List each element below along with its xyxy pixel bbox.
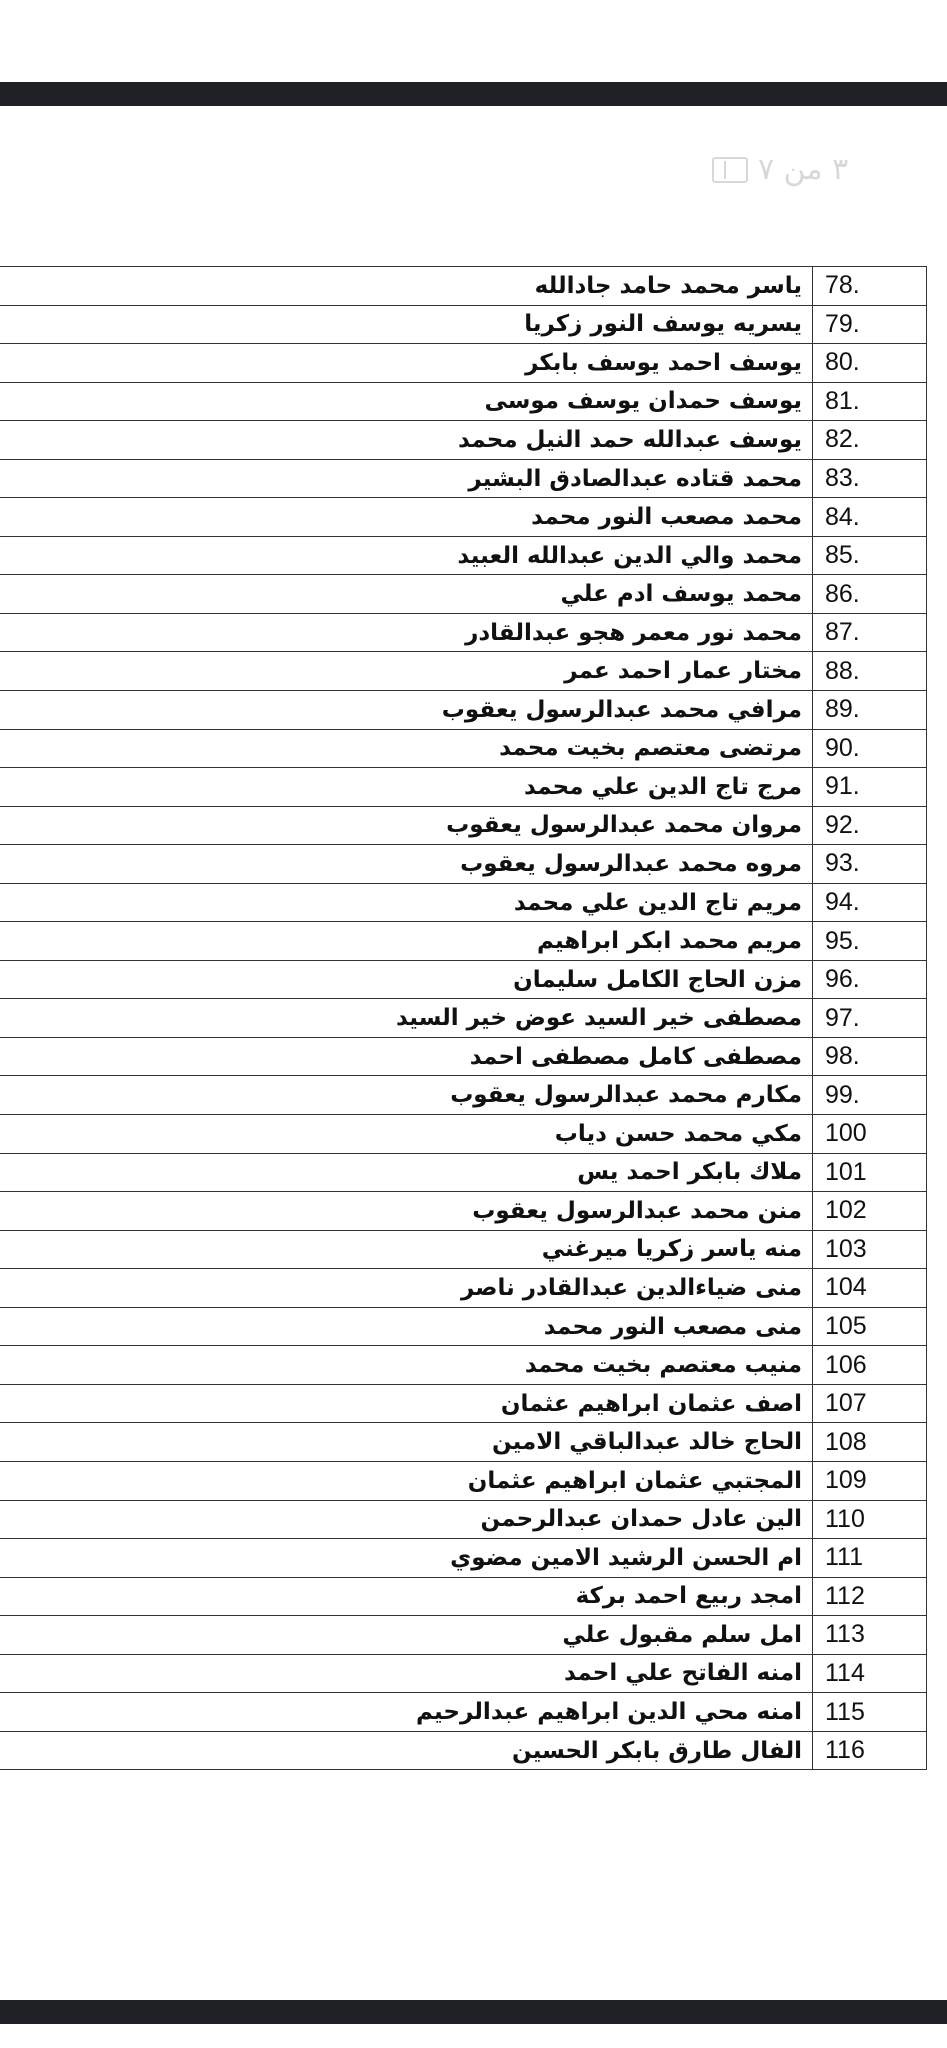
row-number-cell: 79. (813, 305, 927, 344)
row-name-cell: محمد والي الدين عبدالله العبيد (0, 536, 813, 575)
row-name-cell: يسريه يوسف النور زكريا (0, 305, 813, 344)
row-number-cell: 107 (813, 1384, 927, 1423)
table-row (0, 1654, 927, 1693)
row-number-cell: 83. (813, 459, 927, 498)
table-row (0, 729, 927, 768)
row-name-cell: منى مصعب النور محمد (0, 1307, 813, 1346)
table-row (0, 344, 927, 383)
row-number-cell: 92. (813, 806, 927, 845)
row-number-cell: 103 (813, 1230, 927, 1269)
table-row (0, 1192, 927, 1231)
table-row (0, 382, 927, 421)
row-number-cell: 116 (813, 1731, 927, 1770)
row-name-cell: مصطفى كامل مصطفى احمد (0, 1037, 813, 1076)
row-name-cell: ملاك بابكر احمد يس (0, 1153, 813, 1192)
row-number-cell: 88. (813, 652, 927, 691)
row-number-cell: 95. (813, 922, 927, 961)
row-number-cell: 101 (813, 1153, 927, 1192)
table-row (0, 421, 927, 460)
table-row (0, 1500, 927, 1539)
row-number-cell: 108 (813, 1423, 927, 1462)
table-row (0, 922, 927, 961)
row-number-cell: 106 (813, 1346, 927, 1385)
row-number-cell: 98. (813, 1037, 927, 1076)
table-row (0, 1616, 927, 1655)
names-table (0, 266, 927, 1770)
row-name-cell: مكي محمد حسن دياب (0, 1115, 813, 1154)
row-name-cell: مروان محمد عبدالرسول يعقوب (0, 806, 813, 845)
row-name-cell: مختار عمار احمد عمر (0, 652, 813, 691)
row-name-cell: يوسف حمدان يوسف موسى (0, 382, 813, 421)
row-number-cell: 91. (813, 768, 927, 807)
row-name-cell: مكارم محمد عبدالرسول يعقوب (0, 1076, 813, 1115)
row-number-cell: 90. (813, 729, 927, 768)
table-row (0, 806, 927, 845)
names-table-body (0, 267, 927, 1770)
page-indicator-text: ٣ من ٧ (758, 152, 849, 187)
row-number-cell: 93. (813, 845, 927, 884)
row-name-cell: الحاج خالد عبدالباقي الامين (0, 1423, 813, 1462)
table-row (0, 1461, 927, 1500)
sidebar-panel-icon[interactable] (712, 157, 748, 183)
row-number-cell: 109 (813, 1461, 927, 1500)
row-name-cell: الين عادل حمدان عبدالرحمن (0, 1500, 813, 1539)
row-number-cell: 86. (813, 575, 927, 614)
table-row (0, 536, 927, 575)
row-number-cell: 105 (813, 1307, 927, 1346)
table-row (0, 845, 927, 884)
row-number-cell: 115 (813, 1693, 927, 1732)
top-toolbar-bar (0, 82, 947, 106)
row-name-cell: منن محمد عبدالرسول يعقوب (0, 1192, 813, 1231)
row-name-cell: مصطفى خير السيد عوض خير السيد (0, 999, 813, 1038)
table-row (0, 652, 927, 691)
row-name-cell: مرتضى معتصم بخيت محمد (0, 729, 813, 768)
table-row (0, 267, 927, 306)
table-row (0, 575, 927, 614)
row-number-cell: 102 (813, 1192, 927, 1231)
table-row (0, 1269, 927, 1308)
row-name-cell: منيب معتصم بخيت محمد (0, 1346, 813, 1385)
row-name-cell: امنه الفاتح علي احمد (0, 1654, 813, 1693)
table-row (0, 960, 927, 999)
row-name-cell: مرافي محمد عبدالرسول يعقوب (0, 691, 813, 730)
bottom-toolbar-bar (0, 2000, 947, 2024)
row-number-cell: 89. (813, 691, 927, 730)
table-row (0, 1346, 927, 1385)
page-indicator (712, 152, 848, 187)
row-name-cell: مريم تاج الدين علي محمد (0, 883, 813, 922)
row-name-cell: محمد قتاده عبدالصادق البشير (0, 459, 813, 498)
table-row (0, 691, 927, 730)
row-number-cell: 96. (813, 960, 927, 999)
row-name-cell: محمد نور معمر هجو عبدالقادر (0, 613, 813, 652)
table-row (0, 498, 927, 537)
row-number-cell: 78. (813, 267, 927, 306)
row-number-cell: 110 (813, 1500, 927, 1539)
table-row (0, 1307, 927, 1346)
row-name-cell: مروه محمد عبدالرسول يعقوب (0, 845, 813, 884)
row-name-cell: يوسف احمد يوسف بابكر (0, 344, 813, 383)
row-name-cell: المجتبي عثمان ابراهيم عثمان (0, 1461, 813, 1500)
row-name-cell: مريم محمد ابكر ابراهيم (0, 922, 813, 961)
row-number-cell: 87. (813, 613, 927, 652)
row-name-cell: محمد مصعب النور محمد (0, 498, 813, 537)
table-row (0, 1693, 927, 1732)
row-name-cell: امل سلم مقبول علي (0, 1616, 813, 1655)
row-name-cell: مرج تاج الدين علي محمد (0, 768, 813, 807)
table-row (0, 1731, 927, 1770)
row-name-cell: امنه محي الدين ابراهيم عبدالرحيم (0, 1693, 813, 1732)
table-row (0, 613, 927, 652)
row-number-cell: 99. (813, 1076, 927, 1115)
table-row (0, 1153, 927, 1192)
row-name-cell: ياسر محمد حامد جادالله (0, 267, 813, 306)
table-row (0, 1076, 927, 1115)
row-number-cell: 111 (813, 1539, 927, 1578)
table-row (0, 883, 927, 922)
row-number-cell: 104 (813, 1269, 927, 1308)
table-row (0, 1115, 927, 1154)
table-row (0, 1384, 927, 1423)
table-row (0, 1577, 927, 1616)
row-name-cell: اصف عثمان ابراهيم عثمان (0, 1384, 813, 1423)
row-number-cell: 94. (813, 883, 927, 922)
row-number-cell: 85. (813, 536, 927, 575)
row-name-cell: مزن الحاج الكامل سليمان (0, 960, 813, 999)
row-name-cell: الفال طارق بابكر الحسين (0, 1731, 813, 1770)
table-row (0, 999, 927, 1038)
row-number-cell: 113 (813, 1616, 927, 1655)
table-row (0, 1423, 927, 1462)
table-row (0, 305, 927, 344)
row-name-cell: يوسف عبدالله حمد النيل محمد (0, 421, 813, 460)
row-name-cell: امجد ربيع احمد بركة (0, 1577, 813, 1616)
row-number-cell: 112 (813, 1577, 927, 1616)
row-number-cell: 80. (813, 344, 927, 383)
table-row (0, 768, 927, 807)
row-number-cell: 84. (813, 498, 927, 537)
table-row (0, 459, 927, 498)
table-row (0, 1230, 927, 1269)
table-row (0, 1037, 927, 1076)
row-name-cell: منه ياسر زكريا ميرغني (0, 1230, 813, 1269)
row-name-cell: منى ضياءالدين عبدالقادر ناصر (0, 1269, 813, 1308)
row-number-cell: 100 (813, 1115, 927, 1154)
row-name-cell: محمد يوسف ادم علي (0, 575, 813, 614)
row-number-cell: 97. (813, 999, 927, 1038)
row-number-cell: 114 (813, 1654, 927, 1693)
row-name-cell: ام الحسن الرشيد الامين مضوي (0, 1539, 813, 1578)
row-number-cell: 81. (813, 382, 927, 421)
table-row (0, 1539, 927, 1578)
row-number-cell: 82. (813, 421, 927, 460)
